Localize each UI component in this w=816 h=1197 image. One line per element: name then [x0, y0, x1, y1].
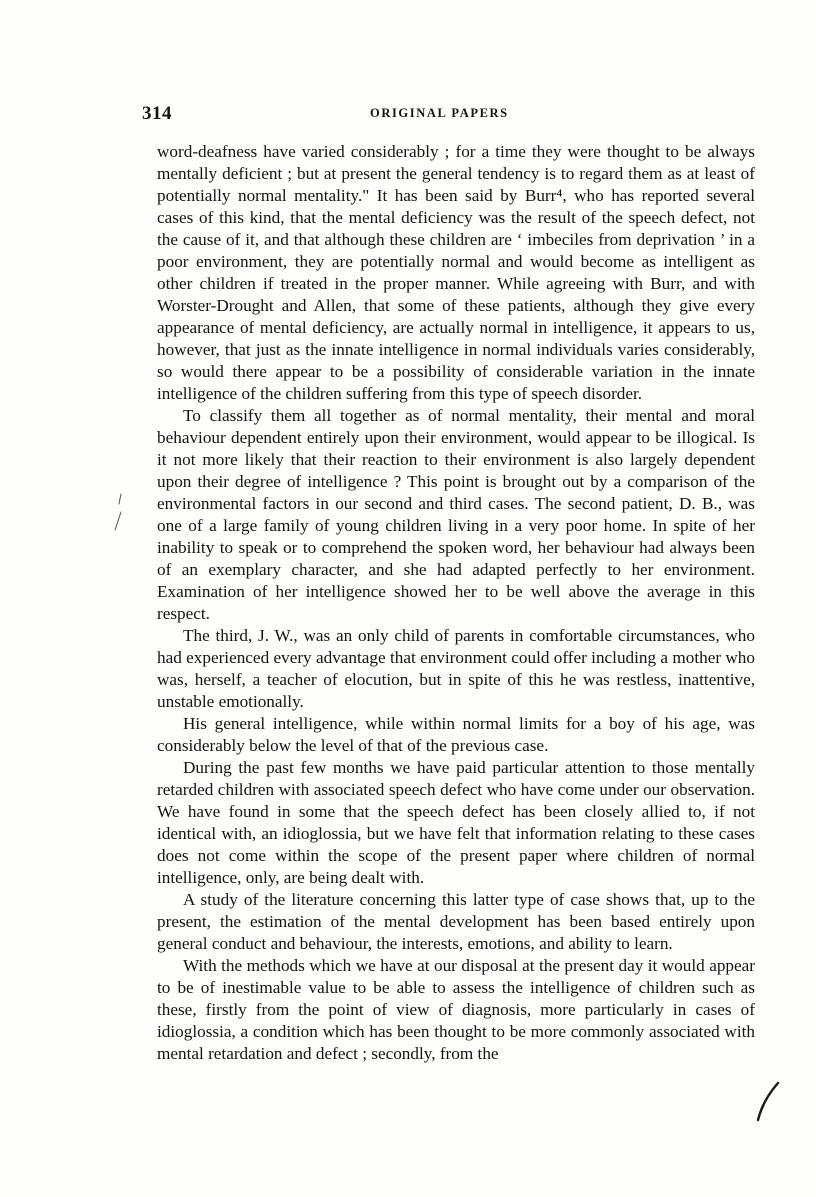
paragraph: During the past few months we have paid particular attention to those mentally retarded children with associated speech defect who have come under our observation. We have found in some that the speech defect has been closely allied to, if not identical with, an idioglossia, but we have felt that information relating to these cases does not come within the scope of the present paper where children of normal intelligence, only, are being dealt with. — [157, 758, 755, 887]
paragraph-continuation: word-deafness have varied considerably ; for a time they were thought to be always mentally deficient ; but at present the general tendency is to regard them as at least of potentially normal mentality." It has been said by Burr⁴, who has reported several cases of this kind, that the mental deficiency was the result of the speech defect, not the cause of it, and that although these children are ‘ imbeciles from deprivation ’ in a poor environment, they are potentially normal and would become as intelligent as other children if treated in the proper manner. While agreeing with Burr, and with Worster-Drought and Allen, that some of these patients, although they give every appearance of mental deficiency, are actually normal in intelligence, it appears to us, however, that just as the innate intelligence in normal individuals varies considerably, so would there appear to be a possibility of considerable variation in the innate intelligence of the children suffering from this type of speech disorder. — [157, 142, 755, 403]
corner-pencil-mark — [752, 1080, 784, 1124]
paragraph: The third, J. W., was an only child of parents in comfortable circumstances, who had experienced every advantage that environment could offer including a mother who was, herself, a teacher of elocution, but in spite of this he was restless, inattentive, unstable emotionally. — [157, 626, 755, 711]
body-text — [157, 141, 755, 1065]
page-header — [0, 103, 816, 127]
running-head: ORIGINAL PAPERS — [370, 106, 509, 120]
paragraph: His general intelligence, while within normal limits for a boy of his age, was considerably below the level of that of the previous case. — [157, 714, 755, 755]
page-number: 314 — [142, 103, 172, 124]
paragraph: With the methods which we have at our disposal at the present day it would appear to be of inestimable value to be able to assess the intelligence of children such as these, firstly from the point of view of diagnosis, more particularly in cases of idioglossia, a condition which has been thought to be more commonly associated with mental retardation and defect ; secondly, from the — [157, 956, 755, 1063]
margin-pencil-mark — [112, 492, 132, 534]
paragraph: A study of the literature concerning this latter type of case shows that, up to the present, the estimation of the mental development has been based entirely upon general conduct and behaviour, the interests, emotions, and ability to learn. — [157, 890, 755, 953]
paragraph: To classify them all together as of normal mentality, their mental and moral behaviour dependent entirely upon their environment, would appear to be illogical. Is it not more likely that their reaction to their environment is also largely dependent upon their degree of intelligence ? This point is brought out by a comparison of the environmental factors in our second and third cases. The second patient, D. B., was one of a large family of young children living in a very poor home. In spite of her inability to speak or to comprehend the spoken word, her behaviour had always been of an exemplary character, and she had adapted perfectly to her environment. Examination of her intelligence showed her to be well above the average in this respect. — [157, 406, 755, 623]
